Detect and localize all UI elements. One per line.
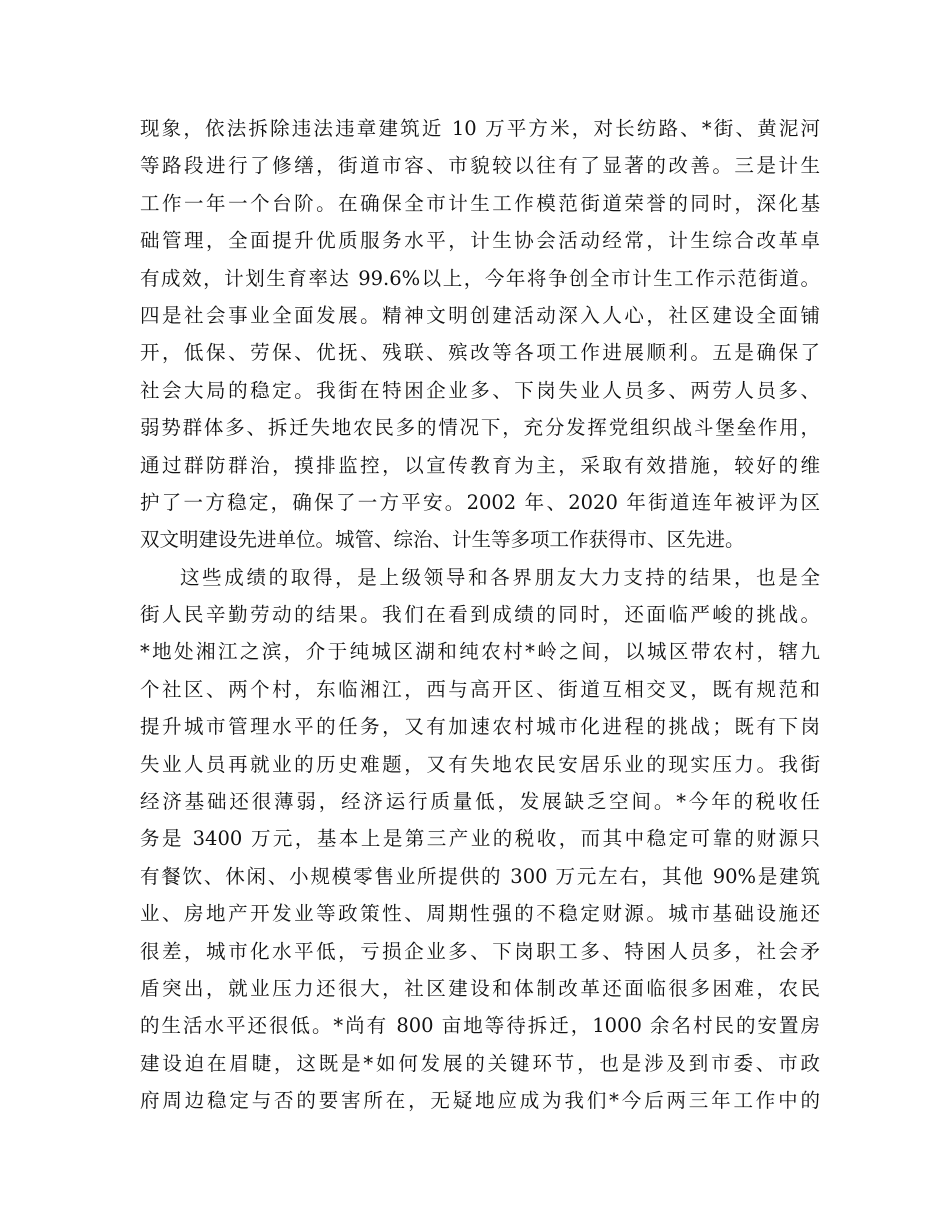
text-line: 很差，城市化水平低，亏损企业多、下岗职工多、特困人员多，社会矛: [140, 939, 820, 963]
text-line: 的生活水平还很低。*尚有 800 亩地等待拆迁，1000 余名村民的安置房: [140, 1014, 820, 1038]
text-line: 建设迫在眉睫，这既是*如何发展的关键环节，也是涉及到市委、市政: [140, 1051, 820, 1075]
text-line: 有餐饮、休闲、小规模零售业所提供的 300 万元左右，其他 90%是建筑: [140, 864, 820, 888]
text-line: 通过群防群治，摸排监控，以宣传教育为主，采取有效措施，较好的维: [140, 453, 820, 477]
paragraph-1: [140, 110, 820, 559]
text-line: 双文明建设先进单位。城管、综治、计生等多项工作获得市、区先进。: [140, 528, 745, 552]
text-line: 等路段进行了修缮，街道市容、市貌较以往有了显著的改善。三是计生: [140, 154, 820, 178]
text-line: 护了一方稳定，确保了一方平安。2002 年、2020 年街道连年被评为区: [140, 490, 820, 514]
text-line: 个社区、两个村，东临湘江，西与高开区、街道互相交叉，既有规范和: [140, 677, 820, 701]
text-line: 础管理，全面提升优质服务水平，计生协会活动经常，计生综合改革卓: [140, 229, 820, 253]
text-line: 盾突出，就业压力还很大，社区建设和体制改革还面临很多困难，农民: [140, 976, 820, 1000]
text-line: 提升城市管理水平的任务，又有加速农村城市化进程的挑战；既有下岗: [140, 715, 820, 739]
text-line: 务是 3400 万元，基本上是第三产业的税收，而其中稳定可靠的财源只: [140, 827, 820, 851]
text-line: *地处湘江之滨，介于纯城区湖和纯农村*岭之间，以城区带农村，辖九: [140, 640, 820, 664]
text-line: 经济基础还很薄弱，经济运行质量低，发展缺乏空间。*今年的税收任: [140, 790, 820, 814]
text-line: 街人民辛勤劳动的结果。我们在看到成绩的同时，还面临严峻的挑战。: [140, 603, 820, 627]
text-line: 失业人员再就业的历史难题，又有失地农民安居乐业的现实压力。我街: [140, 752, 820, 776]
text-line: 工作一年一个台阶。在确保全市计生工作模范街道荣誉的同时，深化基: [140, 191, 820, 215]
text-line: 有成效，计划生育率达 99.6%以上，今年将争创全市计生工作示范街道。: [140, 266, 820, 290]
text-line: 弱势群体多、拆迁失地农民多的情况下，充分发挥党组织战斗堡垒作用，: [140, 416, 820, 440]
text-line: 府周边稳定与否的要害所在，无疑地应成为我们*今后两三年工作中的: [140, 1089, 820, 1113]
text-line: 开，低保、劳保、优抚、残联、殡改等各项工作进展顺利。五是确保了: [140, 341, 820, 365]
text-line: 业、房地产开发业等政策性、周期性强的不稳定财源。城市基础设施还: [140, 902, 820, 926]
text-line: 社会大局的稳定。我街在特困企业多、下岗失业人员多、两劳人员多、: [140, 378, 820, 402]
paragraph-2: [140, 559, 820, 1120]
text-line: 四是社会事业全面发展。精神文明创建活动深入人心，社区建设全面铺: [140, 303, 820, 327]
document-body: [140, 110, 820, 1120]
text-line: 这些成绩的取得，是上级领导和各界朋友大力支持的结果，也是全: [180, 565, 820, 589]
text-line: 现象，依法拆除违法违章建筑近 10 万平方米，对长纺路、*街、黄泥河: [140, 117, 820, 140]
